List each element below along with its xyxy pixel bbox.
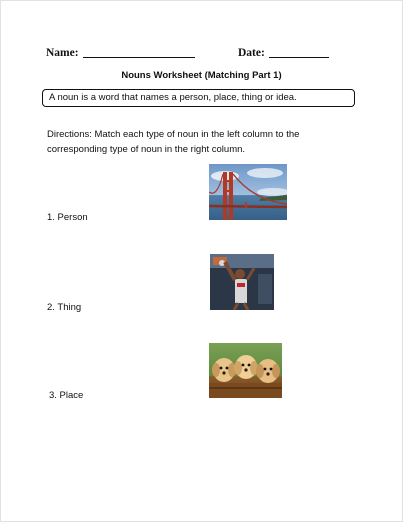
basketball-player-photo — [210, 254, 274, 310]
item-place: 3. Place — [49, 390, 84, 401]
date-label: Date: — [238, 47, 265, 59]
item-thing: 2. Thing — [47, 302, 82, 313]
name-label: Name: — [46, 47, 79, 59]
date-blank-line[interactable] — [269, 46, 329, 58]
bridge-drawing — [209, 164, 287, 220]
name-field[interactable] — [46, 46, 195, 59]
golden-gate-bridge-photo — [209, 164, 287, 220]
directions-text: Directions: Match each type of noun in the left column to the corresponding type of noun in the right column. — [47, 129, 300, 155]
puppies-drawing — [209, 343, 282, 398]
player-drawing — [210, 254, 274, 310]
puppies-photo — [209, 343, 282, 398]
item-person: 1. Person — [47, 212, 88, 223]
worksheet-title: Nouns Worksheet (Matching Part 1) — [121, 70, 282, 81]
name-blank-line[interactable] — [83, 46, 195, 58]
date-field[interactable] — [238, 46, 329, 59]
definition-box: A noun is a word that names a person, place, thing or idea. — [42, 89, 355, 107]
